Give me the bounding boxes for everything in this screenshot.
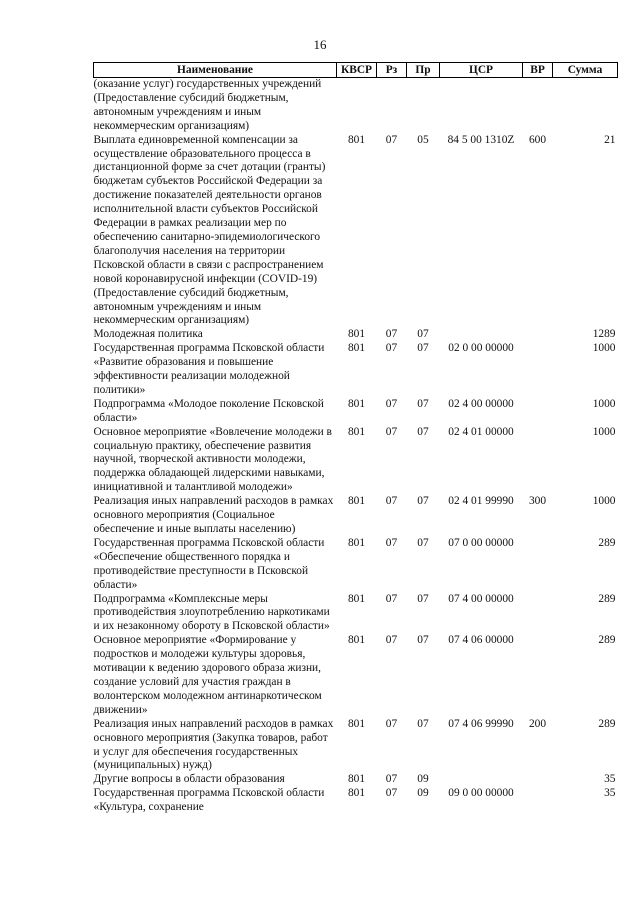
- cell-kvsr: 801: [347, 536, 366, 549]
- cell-name: Основное мероприятие «Вовлечение молодежи в социальную практику, обеспечение развития научной, творческой активности молодежи, поддержка обладающей лидерскими навыками, инициативной и талантливой молодежи»: [93, 425, 332, 494]
- cell-pr: 09: [417, 773, 429, 786]
- page-number: 16: [313, 37, 327, 52]
- cell-rz: 07: [385, 328, 398, 341]
- cell-csr: [440, 78, 523, 134]
- cell-rz: 07: [385, 425, 398, 438]
- cell-name: Молодежная политика: [93, 328, 203, 341]
- cell-vr: [523, 328, 553, 342]
- cell-vr: [523, 593, 553, 635]
- cell-sum: 1000: [592, 495, 616, 508]
- budget-table: [93, 62, 618, 815]
- header-pr: Пр: [407, 63, 440, 78]
- cell-rz: 07: [385, 397, 398, 410]
- header-sum: Сумма: [553, 63, 618, 78]
- cell-sum: 1289: [592, 328, 616, 341]
- cell-pr: 07: [417, 634, 429, 647]
- cell-csr: 07 0 00 00000: [448, 536, 514, 549]
- cell-pr: 07: [417, 425, 429, 438]
- cell-pr: 07: [417, 592, 429, 605]
- table-row: [94, 593, 618, 635]
- cell-csr: 02 0 00 00000: [448, 342, 514, 355]
- cell-sum: 1000: [592, 342, 616, 355]
- cell-kvsr: 801: [347, 133, 366, 146]
- cell-vr: 300: [528, 495, 547, 508]
- cell-sum: 21: [604, 133, 616, 146]
- table-row: [94, 426, 618, 496]
- cell-vr: [523, 537, 553, 593]
- cell-kvsr: 801: [347, 787, 366, 800]
- cell-sum: [553, 78, 618, 134]
- cell-rz: 07: [385, 133, 398, 146]
- cell-csr: 84 5 00 1310Z: [447, 133, 515, 146]
- cell-name: Государственная программа Псковской области «Развитие образования и повышение эффективности реализации молодежной политики»: [93, 342, 325, 396]
- cell-pr: 09: [417, 787, 429, 800]
- cell-kvsr: 801: [347, 495, 366, 508]
- cell-name: Государственная программа Псковской области «Обеспечение общественного порядка и противодействие преступности в Псковской области»: [93, 536, 325, 591]
- cell-rz: 07: [385, 495, 398, 508]
- cell-name: Реализация иных направлений расходов в рамках основного мероприятия (Социальное обеспечение и иные выплаты населению): [93, 495, 334, 535]
- cell-name: (оказание услуг) государственных учреждений (Предоставление субсидий бюджетным, автономным учреждениям и иным некоммерческим организациям): [93, 78, 322, 132]
- cell-rz: 07: [385, 717, 398, 730]
- cell-vr: [523, 398, 553, 426]
- table-row: [94, 328, 618, 342]
- cell-csr: 07 4 00 00000: [448, 592, 514, 605]
- table-row: [94, 787, 618, 815]
- cell-name: Основное мероприятие «Формирование у подростков и молодежи культуры здоровья, мотивации к ведению здорового образа жизни, создание условий для участия граждан в волонтерском молодежном антинаркотическом движении»: [93, 634, 322, 716]
- cell-vr: [523, 787, 553, 815]
- cell-rz: 07: [385, 536, 398, 549]
- header-kvsr: КВСР: [337, 63, 377, 78]
- cell-rz: [377, 78, 407, 134]
- cell-kvsr: 801: [347, 328, 366, 341]
- cell-name: Выплата единовременной компенсации за осуществление образовательного процесса в дистанционной форме за счет дотации (гранты) бюджетам субъектов Российской Федерации за достижение показателей деятельности органов исполнительной власти субъектов Российской Федерации в рамках реализации мер по обеспечению санитарно-эпидемиологического благополучия населения на территории Псковской области в связи с распространением новой коронавирусной инфекции (COVID-19) (Предоставление субсидий бюджетным, автономным учреждениям и иным некоммерческим организациям): [93, 133, 326, 327]
- cell-name: Подпрограмма «Комплексные меры противодействия злоупотреблению наркотиками и их незаконному обороту в Псковской области»: [93, 592, 330, 633]
- table-row: [94, 78, 618, 134]
- cell-kvsr: 801: [347, 397, 366, 410]
- cell-sum: 289: [598, 634, 616, 647]
- cell-sum: 289: [598, 717, 616, 730]
- cell-name: Реализация иных направлений расходов в рамках основного мероприятия (Закупка товаров, работ и услуг для обеспечения государственных (муниципальных) нужд): [93, 717, 334, 772]
- cell-sum: 35: [604, 787, 616, 800]
- cell-kvsr: 801: [347, 592, 366, 605]
- cell-pr: 07: [417, 328, 429, 341]
- cell-pr: 07: [417, 342, 429, 355]
- cell-kvsr: 801: [347, 773, 366, 786]
- cell-kvsr: 801: [347, 425, 366, 438]
- cell-vr: [523, 342, 553, 398]
- cell-sum: 289: [598, 592, 616, 605]
- cell-vr: [523, 773, 553, 787]
- cell-csr: 02 4 01 00000: [448, 425, 514, 438]
- cell-pr: 07: [417, 717, 429, 730]
- cell-rz: 07: [385, 592, 398, 605]
- cell-csr: 02 4 00 00000: [448, 397, 514, 410]
- cell-csr: 02 4 01 99990: [448, 495, 514, 508]
- table-row: [94, 634, 618, 717]
- header-name: Наименование: [94, 63, 337, 78]
- cell-pr: 07: [417, 397, 429, 410]
- cell-name: Государственная программа Псковской области «Культура, сохранение: [93, 787, 325, 814]
- cell-vr: [523, 78, 553, 134]
- cell-csr: 07 4 06 00000: [448, 634, 514, 647]
- cell-kvsr: [337, 78, 377, 134]
- table-row: [94, 495, 618, 537]
- cell-pr: 05: [417, 133, 429, 146]
- table-row: [94, 773, 618, 787]
- cell-csr: 09 0 00 00000: [448, 787, 514, 800]
- table-row: [94, 134, 618, 329]
- table-row: [94, 718, 618, 774]
- table-row: [94, 342, 618, 398]
- table-row: [94, 537, 618, 593]
- cell-pr: [407, 78, 440, 134]
- cell-vr: 600: [528, 133, 547, 146]
- cell-rz: 07: [385, 787, 398, 800]
- cell-csr: [440, 773, 523, 787]
- cell-vr: 200: [528, 717, 547, 730]
- cell-sum: 1000: [592, 425, 616, 438]
- cell-kvsr: 801: [347, 342, 366, 355]
- cell-pr: 07: [417, 495, 429, 508]
- cell-rz: 07: [385, 342, 398, 355]
- cell-rz: 07: [385, 773, 398, 786]
- header-vr: ВР: [523, 63, 553, 78]
- cell-kvsr: 801: [347, 717, 366, 730]
- cell-kvsr: 801: [347, 634, 366, 647]
- cell-sum: 289: [598, 536, 616, 549]
- cell-sum: 1000: [592, 397, 616, 410]
- table-row: [94, 398, 618, 426]
- cell-csr: [440, 328, 523, 342]
- cell-csr: 07 4 06 99990: [448, 717, 514, 730]
- cell-rz: 07: [385, 634, 398, 647]
- cell-vr: [523, 426, 553, 496]
- header-csr: ЦСР: [440, 63, 523, 78]
- cell-vr: [523, 634, 553, 717]
- cell-name: Подпрограмма «Молодое поколение Псковской области»: [93, 397, 324, 424]
- cell-sum: 35: [604, 773, 616, 786]
- table-header-row: [94, 63, 618, 78]
- cell-name: Другие вопросы в области образования: [93, 773, 285, 786]
- header-rz: Рз: [377, 63, 407, 78]
- cell-pr: 07: [417, 536, 429, 549]
